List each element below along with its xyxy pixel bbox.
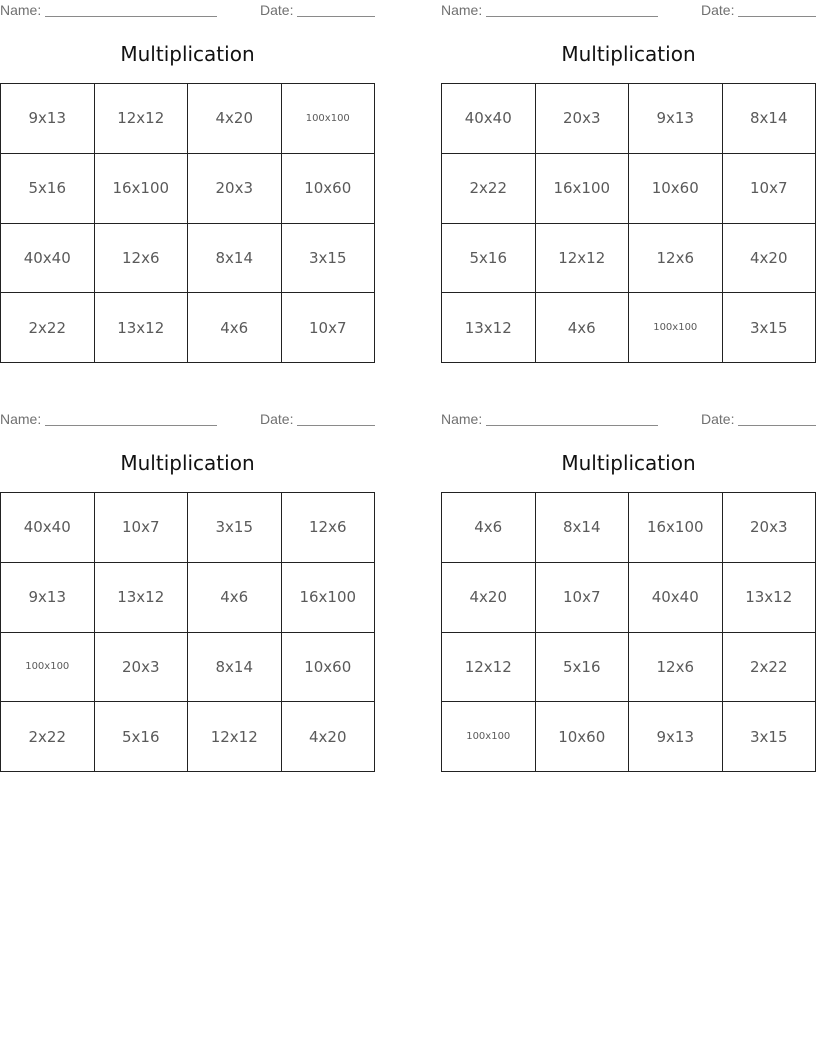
problem-cell: 9x13	[629, 84, 723, 154]
problem-cell: 13x12	[95, 293, 189, 363]
problem-cell: 40x40	[1, 224, 95, 294]
name-blank-line	[486, 16, 658, 17]
problem-cell: 4x20	[188, 84, 282, 154]
problem-cell: 12x6	[629, 224, 723, 294]
problem-grid	[0, 83, 375, 363]
name-blank-line	[486, 425, 658, 426]
problem-cell: 16x100	[629, 493, 723, 563]
problem-cell: 2x22	[1, 293, 95, 363]
problem-cell: 12x12	[536, 224, 630, 294]
problem-cell: 20x3	[723, 493, 816, 563]
worksheet-card	[0, 0, 375, 372]
problem-cell: 13x12	[723, 563, 816, 633]
problem-cell: 4x6	[442, 493, 536, 563]
problem-cell: 8x14	[188, 224, 282, 294]
problem-cell: 4x6	[188, 293, 282, 363]
name-date-line	[0, 2, 375, 20]
date-blank-line	[738, 425, 816, 426]
date-blank-line	[297, 16, 375, 17]
problem-cell: 12x12	[442, 633, 536, 703]
problem-cell: 9x13	[1, 84, 95, 154]
date-blank-line	[738, 16, 816, 17]
problem-cell: 10x60	[282, 633, 376, 703]
date-label: Date:	[701, 2, 735, 18]
problem-cell: 5x16	[1, 154, 95, 224]
name-date-line	[441, 411, 816, 429]
problem-cell: 2x22	[1, 702, 95, 772]
problem-cell: 100x100	[442, 702, 536, 772]
name-label: Name:	[0, 411, 42, 427]
problem-cell: 10x7	[95, 493, 189, 563]
problem-grid	[441, 83, 816, 363]
problem-cell: 10x7	[723, 154, 816, 224]
worksheet-title: Multiplication	[120, 42, 255, 66]
problem-grid	[441, 492, 816, 772]
problem-cell: 2x22	[723, 633, 816, 703]
problem-cell: 8x14	[723, 84, 816, 154]
problem-cell: 3x15	[723, 702, 816, 772]
problem-cell: 8x14	[536, 493, 630, 563]
problem-cell: 5x16	[536, 633, 630, 703]
problem-cell: 12x12	[95, 84, 189, 154]
problem-cell: 4x20	[723, 224, 816, 294]
problem-cell: 16x100	[282, 563, 376, 633]
problem-cell: 13x12	[95, 563, 189, 633]
problem-cell: 20x3	[95, 633, 189, 703]
worksheet-card	[0, 409, 375, 781]
problem-cell: 40x40	[629, 563, 723, 633]
date-blank-line	[297, 425, 375, 426]
problem-cell: 4x6	[188, 563, 282, 633]
problem-cell: 5x16	[95, 702, 189, 772]
problem-cell: 40x40	[442, 84, 536, 154]
problem-cell: 40x40	[1, 493, 95, 563]
name-label: Name:	[441, 2, 483, 18]
name-blank-line	[45, 16, 217, 17]
problem-cell: 10x60	[536, 702, 630, 772]
problem-cell: 5x16	[442, 224, 536, 294]
problem-cell: 9x13	[629, 702, 723, 772]
problem-cell: 100x100	[629, 293, 723, 363]
worksheet-title: Multiplication	[120, 451, 255, 475]
problem-cell: 12x6	[282, 493, 376, 563]
problem-cell: 13x12	[442, 293, 536, 363]
problem-cell: 9x13	[1, 563, 95, 633]
problem-cell: 2x22	[442, 154, 536, 224]
worksheet-title: Multiplication	[561, 451, 696, 475]
worksheet-title: Multiplication	[561, 42, 696, 66]
name-label: Name:	[441, 411, 483, 427]
name-date-line	[441, 2, 816, 20]
date-label: Date:	[260, 2, 294, 18]
problem-cell: 8x14	[188, 633, 282, 703]
problem-cell: 12x6	[629, 633, 723, 703]
problem-cell: 3x15	[723, 293, 816, 363]
problem-cell: 12x6	[95, 224, 189, 294]
name-blank-line	[45, 425, 217, 426]
problem-cell: 16x100	[95, 154, 189, 224]
problem-cell: 3x15	[188, 493, 282, 563]
problem-cell: 10x7	[282, 293, 376, 363]
problem-cell: 4x20	[282, 702, 376, 772]
problem-cell: 4x20	[442, 563, 536, 633]
problem-cell: 10x7	[536, 563, 630, 633]
problem-cell: 10x60	[629, 154, 723, 224]
problem-cell: 3x15	[282, 224, 376, 294]
problem-cell: 100x100	[1, 633, 95, 703]
problem-cell: 16x100	[536, 154, 630, 224]
problem-cell: 12x12	[188, 702, 282, 772]
name-date-line	[0, 411, 375, 429]
worksheet-card	[441, 0, 816, 372]
problem-cell: 20x3	[536, 84, 630, 154]
problem-grid	[0, 492, 375, 772]
problem-cell: 4x6	[536, 293, 630, 363]
problem-cell: 20x3	[188, 154, 282, 224]
worksheet-card	[441, 409, 816, 781]
problem-cell: 100x100	[282, 84, 376, 154]
date-label: Date:	[260, 411, 294, 427]
problem-cell: 10x60	[282, 154, 376, 224]
name-label: Name:	[0, 2, 42, 18]
date-label: Date:	[701, 411, 735, 427]
